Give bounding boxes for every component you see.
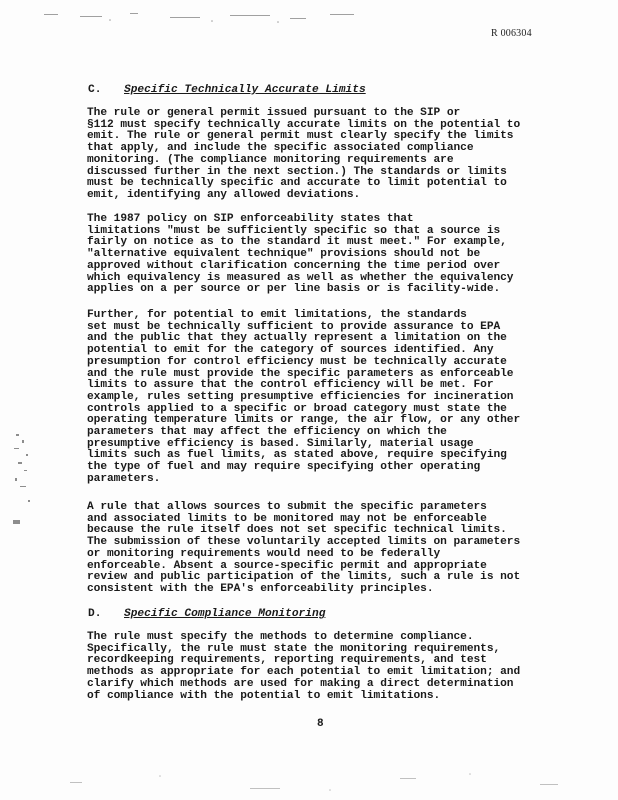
- section-d-heading: [88, 608, 325, 620]
- section-c-paragraph-3: Further, for potential to emit limitations, the standards set must be technically sufficient to provide assurance to EPA and the public that they actually represent a limitation on the potential to emit for the category of sources identified. Any presumption for control efficiency must be technically accurate and the rule must provide the specific parameters as enforceable limits to assure that the control efficiency will be met. For example, rules setting presumptive efficiencies for incineration controls applied to a specific or broad category must state the operating temperature limits or range, the air flow, or any other parameters that may affect the efficiency on which the presumptive efficiency is based. Similarly, material usage limits such as fuel limits, as stated above, require specifying the type of fuel and may require specifying other operating parameters.: [87, 309, 521, 485]
- section-c-paragraph-4: A rule that allows sources to submit the specific parameters and associated limits to be monitored may not be enforceable because the rule itself does not set specific technical limits. The submission of these voluntarily accepted limits on parameters or monitoring requirements would need to be federally enforceable. Absent a source-specific permit and appropriate review and public participation of the limits, such a rule is not consistent with the EPA's enforceability principles.: [87, 501, 521, 595]
- bates-number: R 006304: [491, 28, 532, 39]
- page-number: 8: [317, 718, 324, 730]
- section-c-paragraph-1: The rule or general permit issued pursuant to the SIP or §112 must specify technically accurate limits on the potential to emit. The rule or general permit must clearly specify the limits that apply, and include the specific associated compliance monitoring. (The compliance monitoring requirements are discussed further in the next section.) The standards or limits must be technically specific and accurate to limit potential to emit, identifying any allowed deviations.: [87, 107, 521, 201]
- section-c-paragraph-2: The 1987 policy on SIP enforceability states that limitations "must be sufficiently specific so that a source is fairly on notice as to the standard it must meet." For example, "alternative equivalent technique" provisions should not be approved without clarification concerning the time period over which equivalency is measured as well as whether the equivalency applies on a per source or per line basis or is facility-wide.: [87, 213, 514, 296]
- scan-noise-margin: [10, 430, 44, 540]
- section-d-title: Specific Compliance Monitoring: [124, 608, 326, 620]
- section-c-heading: [88, 84, 366, 96]
- section-c-title: Specific Technically Accurate Limits: [124, 84, 366, 96]
- section-c-letter: C.: [88, 84, 102, 96]
- scan-noise-top: [40, 10, 370, 24]
- scan-noise-bottom: [60, 770, 580, 794]
- section-d-letter: D.: [88, 608, 102, 620]
- section-d-paragraph-1: The rule must specify the methods to determine compliance. Specifically, the rule must state the monitoring requirements, recordkeeping requirements, reporting requirements, and test methods as appropriate for each potential to emit limitation; and clarify which methods are used for making a direct determination of compliance with the potential to emit limitations.: [87, 631, 521, 702]
